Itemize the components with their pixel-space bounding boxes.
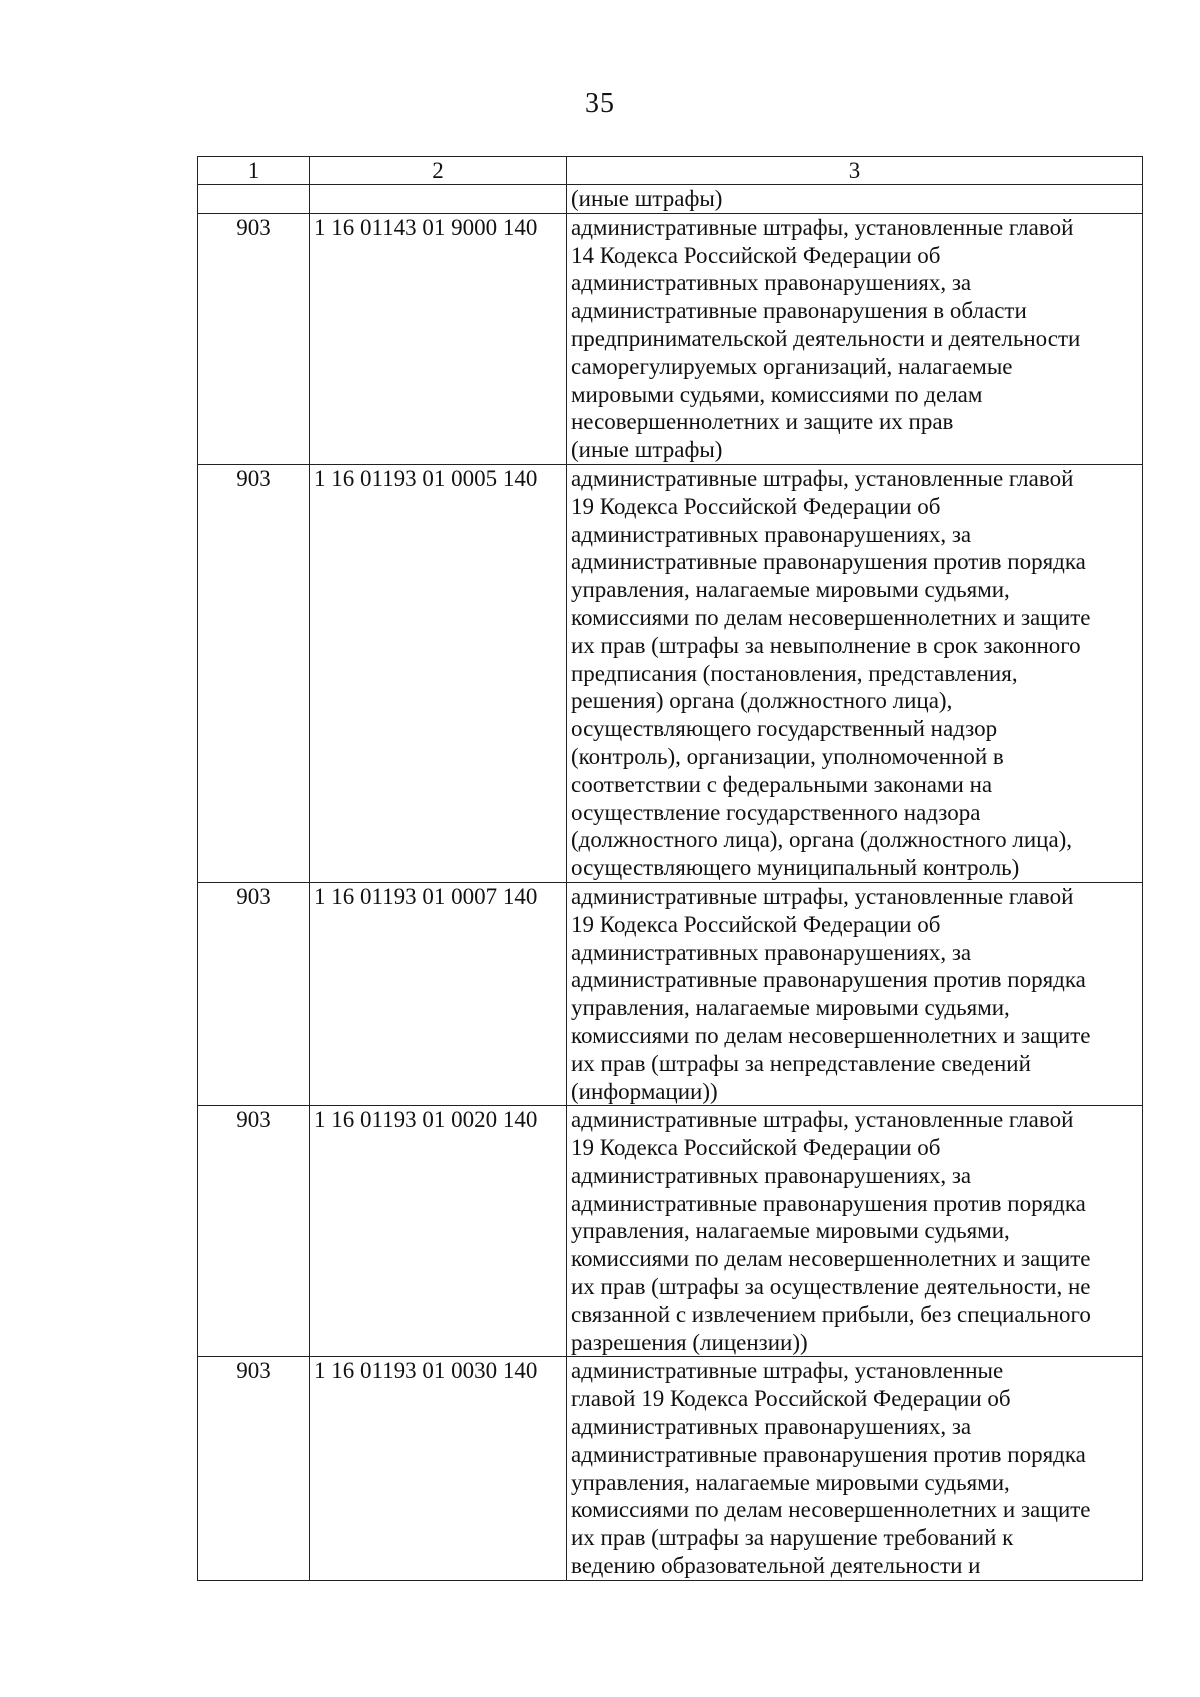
- table-row: [198, 464, 1143, 882]
- description-line: предпринимательской деятельности и деятельности: [571, 325, 1081, 351]
- description-line: ведению образовательной деятельности и: [571, 1553, 981, 1579]
- income-description-cell: [567, 185, 1143, 214]
- description-line: административные правонарушения против порядка: [571, 1190, 1086, 1216]
- description-line: комиссиями по делам несовершеннолетних и защите: [571, 1246, 1091, 1272]
- description-line: комиссиями по делам несовершеннолетних и защите: [571, 1497, 1091, 1523]
- description-line: разрешения (лицензии)): [571, 1329, 808, 1355]
- description-line: комиссиями по делам несовершеннолетних и защите: [571, 1022, 1091, 1048]
- description-line: соответствии с федеральными законами на: [571, 771, 993, 797]
- description-line: их прав (штрафы за нарушение требований к: [571, 1525, 1014, 1551]
- description-line: административные штрафы, установленные главой: [571, 214, 1074, 240]
- description-line: главой 19 Кодекса Российской Федерации об: [571, 1386, 1011, 1412]
- description-line: их прав (штрафы за невыполнение в срок законного: [571, 632, 1081, 658]
- description-line: административных правонарушениях, за: [571, 521, 972, 547]
- header-row: [198, 157, 1143, 185]
- description-line: административные штрафы, установленные главой: [571, 1107, 1074, 1133]
- table-row: [198, 213, 1143, 464]
- description-line: их прав (штрафы за непредставление сведений: [571, 1050, 1031, 1076]
- description-line: саморегулируемых организаций, налагаемые: [571, 353, 1013, 379]
- column-header-1: 1: [198, 157, 310, 185]
- description-line: административных правонарушениях, за: [571, 270, 972, 296]
- budget-classification-code-cell: [310, 185, 567, 214]
- description-line: административных правонарушениях, за: [571, 939, 972, 965]
- admin-code-cell: [198, 185, 310, 214]
- table-row: [198, 185, 1143, 214]
- description-line: административные штрафы, установленные главой: [571, 883, 1074, 909]
- description-line: осуществляющего государственный надзор: [571, 716, 998, 742]
- description-line: административные правонарушения против порядка: [571, 967, 1086, 993]
- income-description-cell: [567, 1357, 1143, 1580]
- description-line: предписания (постановления, представления,: [571, 660, 1018, 686]
- description-line: связанной с извлечением прибыли, без специального: [571, 1301, 1091, 1327]
- budget-codes-table: [197, 156, 1143, 1581]
- description-line: (должностного лица), органа (должностного лица),: [571, 827, 1073, 853]
- description-line: осуществляющего муниципальный контроль): [571, 855, 1020, 881]
- description-line: комиссиями по делам несовершеннолетних и защите: [571, 604, 1091, 630]
- table-row: [198, 882, 1143, 1105]
- description-line: административные штрафы, установленные главой: [571, 465, 1074, 491]
- description-line: административных правонарушениях, за: [571, 1162, 972, 1188]
- admin-code-cell: 903: [198, 1357, 310, 1580]
- description-line: (иные штрафы): [571, 437, 723, 463]
- description-line: 19 Кодекса Российской Федерации об: [571, 1135, 941, 1161]
- budget-classification-code-cell: 1 16 01193 01 0005 140: [310, 464, 567, 882]
- admin-code-cell: 903: [198, 1106, 310, 1357]
- budget-classification-code-cell: 1 16 01193 01 0030 140: [310, 1357, 567, 1580]
- description-line: административные штрафы, установленные: [571, 1358, 1004, 1384]
- column-header-3: 3: [567, 157, 1143, 185]
- budget-classification-code-cell: 1 16 01193 01 0020 140: [310, 1106, 567, 1357]
- income-description-cell: [567, 882, 1143, 1105]
- description-line: (информации)): [571, 1078, 718, 1104]
- description-line: административные правонарушения против порядка: [571, 549, 1086, 575]
- description-line: 19 Кодекса Российской Федерации об: [571, 911, 941, 937]
- column-header-2: 2: [310, 157, 567, 185]
- page-number: 35: [585, 88, 615, 119]
- description-line: управления, налагаемые мировыми судьями,: [571, 1218, 1010, 1244]
- description-line: осуществление государственного надзора: [571, 799, 981, 825]
- description-line: решения) органа (должностного лица),: [571, 688, 953, 714]
- admin-code-cell: 903: [198, 213, 310, 464]
- income-description-cell: [567, 464, 1143, 882]
- budget-classification-code-cell: 1 16 01193 01 0007 140: [310, 882, 567, 1105]
- income-description-cell: [567, 1106, 1143, 1357]
- budget-classification-code-cell: 1 16 01143 01 9000 140: [310, 213, 567, 464]
- income-description-cell: [567, 213, 1143, 464]
- admin-code-cell: 903: [198, 882, 310, 1105]
- table-row: [198, 1106, 1143, 1357]
- description-line: управления, налагаемые мировыми судьями,: [571, 1469, 1010, 1495]
- description-line: административные правонарушения в области: [571, 298, 1027, 324]
- description-line: мировыми судьями, комиссиями по делам: [571, 381, 983, 407]
- description-line: административные правонарушения против порядка: [571, 1441, 1086, 1467]
- description-line: управления, налагаемые мировыми судьями,: [571, 577, 1010, 603]
- description-line: административных правонарушениях, за: [571, 1414, 972, 1440]
- description-line: 14 Кодекса Российской Федерации об: [571, 242, 941, 268]
- table-row: [198, 1357, 1143, 1580]
- description-line: их прав (штрафы за осуществление деятельности, не: [571, 1274, 1091, 1300]
- description-line: (контроль), организации, уполномоченной в: [571, 743, 1004, 769]
- description-line: управления, налагаемые мировыми судьями,: [571, 995, 1010, 1021]
- description-line: несовершеннолетних и защите их прав: [571, 409, 954, 435]
- admin-code-cell: 903: [198, 464, 310, 882]
- description-line: (иные штрафы): [571, 186, 723, 211]
- description-line: 19 Кодекса Российской Федерации об: [571, 493, 941, 519]
